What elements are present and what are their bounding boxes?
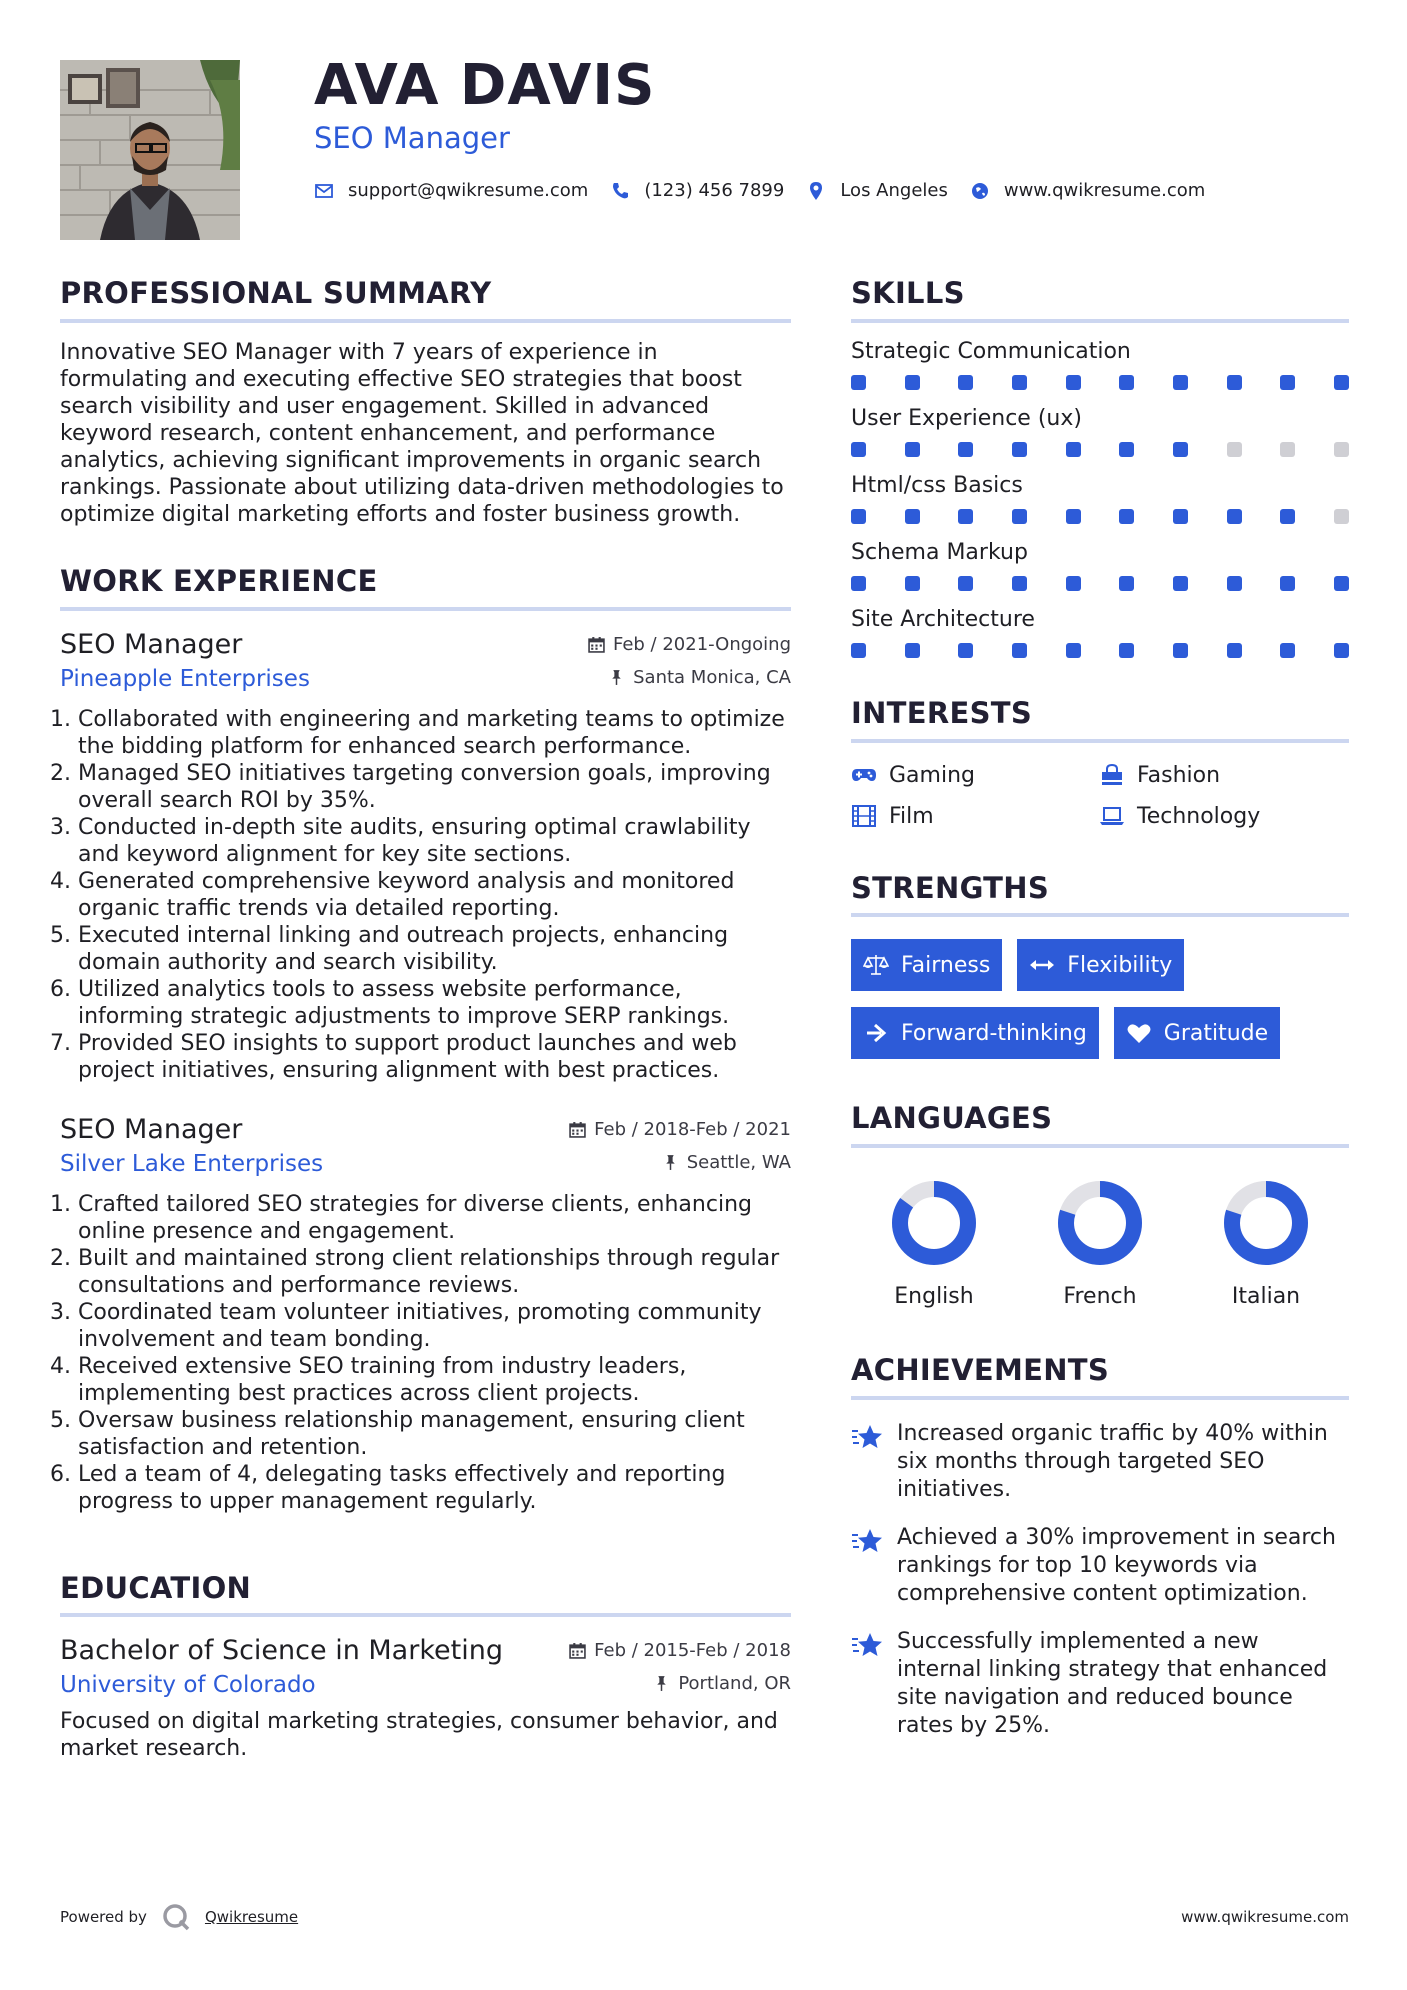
job-title: SEO Manager [60, 1113, 243, 1145]
skill-name: User Experience (ux) [851, 405, 1082, 431]
list-item: 6. Led a team of 4, delegating tasks effectively and reporting progress to upper management regularly. [78, 1461, 791, 1515]
pushpin-icon [653, 1675, 670, 1692]
list-item: 4. Generated comprehensive keyword analysis and monitored organic traffic trends via detailed reporting. [78, 868, 791, 922]
skill-level-dots [851, 576, 1349, 591]
calendar-icon [588, 636, 605, 653]
skill-dot-filled [958, 375, 973, 390]
skill-item [851, 473, 1349, 524]
skill-name: Site Architecture [851, 606, 1035, 632]
language-name: English [894, 1284, 974, 1310]
skill-item [851, 607, 1349, 658]
skill-dot-filled [905, 576, 920, 591]
skill-dot-filled [1227, 375, 1242, 390]
skill-name: Html/css Basics [851, 472, 1023, 498]
summary-text: Innovative SEO Manager with 7 years of experience in formulating and executing effective SEO strategies that boost search visibility and user engagement. Skilled in advanced keyword research, content enhancement, and performance analytics, achieving significant improvements in organic search rankings. Passionate about utilizing data-driven methodologies to optimize digital marketing efforts and foster business growth. [60, 339, 784, 527]
skill-dot-filled [905, 643, 920, 658]
contact-phone[interactable] [610, 180, 784, 201]
skill-dot-filled [851, 375, 866, 390]
email-text: support@qwikresume.com [348, 180, 589, 201]
arrow-right-icon [863, 1021, 889, 1045]
company-name[interactable]: Pineapple Enterprises [60, 665, 310, 692]
skill-dot-filled [1066, 375, 1081, 390]
skills-list [851, 339, 1349, 658]
arrows-horizontal-icon [1029, 953, 1055, 977]
envelope-icon [314, 181, 334, 201]
skill-dot-filled [1066, 576, 1081, 591]
summary-title: PROFESSIONAL SUMMARY [60, 276, 791, 323]
skill-dot-empty [1334, 509, 1349, 524]
contact-location [806, 180, 948, 201]
language-item [1183, 1178, 1349, 1309]
website-text: www.qwikresume.com [1003, 180, 1206, 201]
list-item: 2. Built and maintained strong client relationships through regular consultations and performance reviews. [78, 1245, 791, 1299]
skill-dot-filled [1334, 643, 1349, 658]
interest-item: Gaming [851, 763, 1099, 788]
skill-dot-filled [1227, 509, 1242, 524]
phone-text: (123) 456 7899 [644, 180, 785, 201]
education-location: Portland, OR [653, 1673, 791, 1694]
skill-dot-filled [1280, 576, 1295, 591]
language-item [1017, 1178, 1183, 1309]
job-entry [60, 1114, 791, 1515]
skill-name: Strategic Communication [851, 338, 1131, 364]
degree-title: Bachelor of Science in Marketing [60, 1635, 503, 1667]
skill-dot-filled [1119, 576, 1134, 591]
skill-dot-filled [1334, 576, 1349, 591]
achievements-list [851, 1420, 1349, 1740]
skill-dot-filled [1173, 509, 1188, 524]
job-bullets [60, 706, 791, 1084]
laptop-icon [1099, 804, 1125, 828]
skill-dot-filled [851, 576, 866, 591]
contact-website[interactable] [970, 180, 1205, 201]
skill-item [851, 540, 1349, 591]
phone-icon [610, 181, 630, 201]
star-burst-icon [851, 1526, 885, 1556]
skill-dot-empty [1334, 442, 1349, 457]
skill-dot-filled [1066, 509, 1081, 524]
strengths-list [851, 939, 1349, 1059]
skill-dot-filled [1066, 442, 1081, 457]
candidate-name: AVA DAVIS [314, 53, 656, 118]
map-marker-icon [806, 181, 826, 201]
language-name: French [1063, 1284, 1137, 1310]
shopping-bag-icon [1099, 763, 1125, 787]
skill-dot-filled [1066, 643, 1081, 658]
interests-title: INTERESTS [851, 696, 1349, 743]
skill-dot-filled [905, 375, 920, 390]
skill-dot-filled [958, 442, 973, 457]
gamepad-icon [851, 763, 877, 787]
skill-dot-filled [905, 509, 920, 524]
skill-dot-filled [851, 509, 866, 524]
skill-dot-filled [1334, 375, 1349, 390]
strength-tag: Gratitude [1114, 1007, 1280, 1059]
education-dates: Feb / 2015-Feb / 2018 [569, 1640, 791, 1661]
skill-dot-filled [1227, 643, 1242, 658]
qwikresume-logo-icon [161, 1902, 191, 1932]
calendar-icon [569, 1121, 586, 1138]
strengths-title: STRENGTHS [851, 871, 1349, 918]
skill-dot-filled [1119, 442, 1134, 457]
skill-dot-empty [1227, 442, 1242, 457]
list-item: 1. Crafted tailored SEO strategies for diverse clients, enhancing online presence and engagement. [78, 1191, 791, 1245]
skill-dot-filled [958, 576, 973, 591]
skill-dot-filled [1173, 375, 1188, 390]
strength-tag: Flexibility [1017, 939, 1184, 991]
company-name[interactable]: Silver Lake Enterprises [60, 1150, 324, 1177]
skill-item [851, 406, 1349, 457]
achievement-item: Achieved a 30% improvement in search rankings for top 10 keywords via comprehensive content optimization. [851, 1524, 1349, 1608]
interest-item: Film [851, 804, 1099, 829]
profile-photo [60, 60, 240, 240]
job-dates: Feb / 2018-Feb / 2021 [569, 1119, 791, 1140]
candidate-role: SEO Manager [314, 121, 510, 155]
list-item: 5. Executed internal linking and outreach projects, enhancing domain authority and search visibility. [78, 922, 791, 976]
calendar-icon [569, 1642, 586, 1659]
skill-dot-filled [1119, 643, 1134, 658]
skill-dot-filled [1012, 509, 1027, 524]
skill-dot-filled [1227, 576, 1242, 591]
list-item: 3. Coordinated team volunteer initiatives, promoting community involvement and team bonding. [78, 1299, 791, 1353]
skill-level-dots [851, 643, 1349, 658]
languages-list [851, 1178, 1349, 1309]
skill-item [851, 339, 1349, 390]
list-item: 6. Utilized analytics tools to assess website performance, informing strategic adjustments to improve SERP rankings. [78, 976, 791, 1030]
heart-icon [1126, 1021, 1152, 1045]
star-burst-icon [851, 1630, 885, 1660]
skill-dot-filled [1280, 509, 1295, 524]
interest-item: Technology [1099, 804, 1349, 829]
footer-website[interactable]: www.qwikresume.com [1181, 1908, 1349, 1926]
skill-level-dots [851, 509, 1349, 524]
school-name[interactable]: University of Colorado [60, 1672, 316, 1699]
skill-dot-empty [1280, 442, 1295, 457]
skill-dot-filled [1280, 643, 1295, 658]
achievement-item: Successfully implemented a new internal linking strategy that enhanced site navigation and reduced bounce rates by 25%. [851, 1628, 1349, 1740]
strength-tag: Fairness [851, 939, 1002, 991]
achievement-item: Increased organic traffic by 40% within six months through targeted SEO initiatives. [851, 1420, 1349, 1504]
contact-email[interactable] [314, 180, 588, 201]
skill-dot-filled [1280, 375, 1295, 390]
skill-dot-filled [1173, 442, 1188, 457]
globe-icon [970, 181, 990, 201]
skill-dot-filled [1173, 643, 1188, 658]
pushpin-icon [608, 669, 625, 686]
skill-level-dots [851, 375, 1349, 390]
skills-title: SKILLS [851, 276, 1349, 323]
job-title: SEO Manager [60, 628, 243, 660]
skill-dot-filled [1119, 375, 1134, 390]
skill-name: Schema Markup [851, 539, 1028, 565]
skill-dot-filled [1012, 643, 1027, 658]
footer-powered-by [60, 1902, 298, 1932]
location-text: Los Angeles [840, 180, 948, 201]
language-item [851, 1178, 1017, 1309]
powered-by-label: Powered by [60, 1908, 147, 1926]
list-item: 4. Received extensive SEO training from industry leaders, implementing best practices across client projects. [78, 1353, 791, 1407]
star-burst-icon [851, 1422, 885, 1452]
achievements-title: ACHIEVEMENTS [851, 1353, 1349, 1400]
interests-list [851, 763, 1349, 829]
language-ring [889, 1178, 979, 1268]
skill-level-dots [851, 442, 1349, 457]
skill-dot-filled [1012, 375, 1027, 390]
pushpin-icon [662, 1154, 679, 1171]
skill-dot-filled [958, 643, 973, 658]
skill-dot-filled [1012, 576, 1027, 591]
job-location: Santa Monica, CA [608, 667, 791, 688]
qwikresume-link[interactable]: Qwikresume [204, 1908, 299, 1926]
list-item: 7. Provided SEO insights to support product launches and web project initiatives, ensuring alignment with best practices. [78, 1030, 791, 1084]
education-description: Focused on digital marketing strategies, consumer behavior, and market research. [60, 1709, 778, 1762]
job-dates: Feb / 2021-Ongoing [588, 634, 791, 655]
skill-dot-filled [958, 509, 973, 524]
skill-dot-filled [851, 643, 866, 658]
education-entry [60, 1635, 791, 1762]
job-bullets [60, 1191, 791, 1515]
experience-title: WORK EXPERIENCE [60, 564, 791, 611]
strength-tag: Forward-thinking [851, 1007, 1099, 1059]
skill-dot-filled [1119, 509, 1134, 524]
balance-scale-icon [863, 953, 889, 977]
list-item: 1. Collaborated with engineering and marketing teams to optimize the bidding platform for enhanced search performance. [78, 706, 791, 760]
skill-dot-filled [1012, 442, 1027, 457]
skill-dot-filled [851, 442, 866, 457]
film-icon [851, 804, 877, 828]
language-ring [1055, 1178, 1145, 1268]
skill-dot-filled [905, 442, 920, 457]
left-column [60, 276, 791, 1762]
languages-title: LANGUAGES [851, 1101, 1349, 1148]
skill-dot-filled [1173, 576, 1188, 591]
right-column [851, 276, 1349, 1740]
interest-item: Fashion [1099, 763, 1349, 788]
education-title: EDUCATION [60, 1571, 791, 1618]
job-entry [60, 629, 791, 1084]
list-item: 5. Oversaw business relationship management, ensuring client satisfaction and retention. [78, 1407, 791, 1461]
contact-bar [314, 180, 1227, 201]
list-item: 3. Conducted in-depth site audits, ensuring optimal crawlability and keyword alignment for key site sections. [78, 814, 791, 868]
list-item: 2. Managed SEO initiatives targeting conversion goals, improving overall search ROI by 35%. [78, 760, 791, 814]
language-name: Italian [1231, 1284, 1301, 1310]
job-location: Seattle, WA [662, 1152, 791, 1173]
language-ring [1221, 1178, 1311, 1268]
